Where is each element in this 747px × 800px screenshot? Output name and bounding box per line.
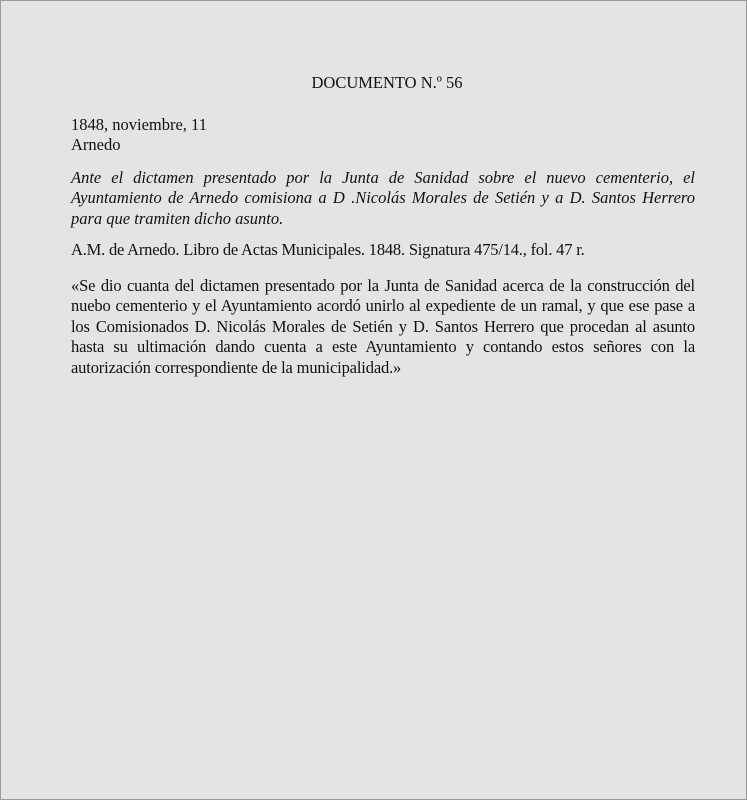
document-date: 1848, noviembre, 11 xyxy=(71,114,207,134)
document-content xyxy=(71,73,695,378)
document-summary: Ante el dictamen presentado por la Junta de Sanidad sobre el nuevo cementerio, el Ayuntamiento de Arnedo comisiona a D .Nicolás Morales de Setién y a D. Santos Herrero para que tramiten dicho asunto. xyxy=(71,167,695,228)
document-source: A.M. de Arnedo. Libro de Actas Municipales. 1848. Signatura 475/14., fol. 47 r. xyxy=(71,240,585,259)
document-place: Arnedo xyxy=(71,135,121,154)
document-header xyxy=(71,115,695,156)
document-title: DOCUMENTO N.º 56 xyxy=(311,73,463,92)
document-body: «Se dio cuanta del dictamen presentado por la Junta de Sanidad acerca de la construcción del nuebo cementerio y el Ayuntamiento acordó unirlo al expediente de un ramal, y que ese pase a los Comisionados D. Nicolás Morales de Setién y D. Santos Herrero que procedan al asunto hasta su ultimación dando cuenta a este Ayuntamiento y contando estos señores con la autorización correspondiente de la municipalidad.» xyxy=(71,275,695,377)
